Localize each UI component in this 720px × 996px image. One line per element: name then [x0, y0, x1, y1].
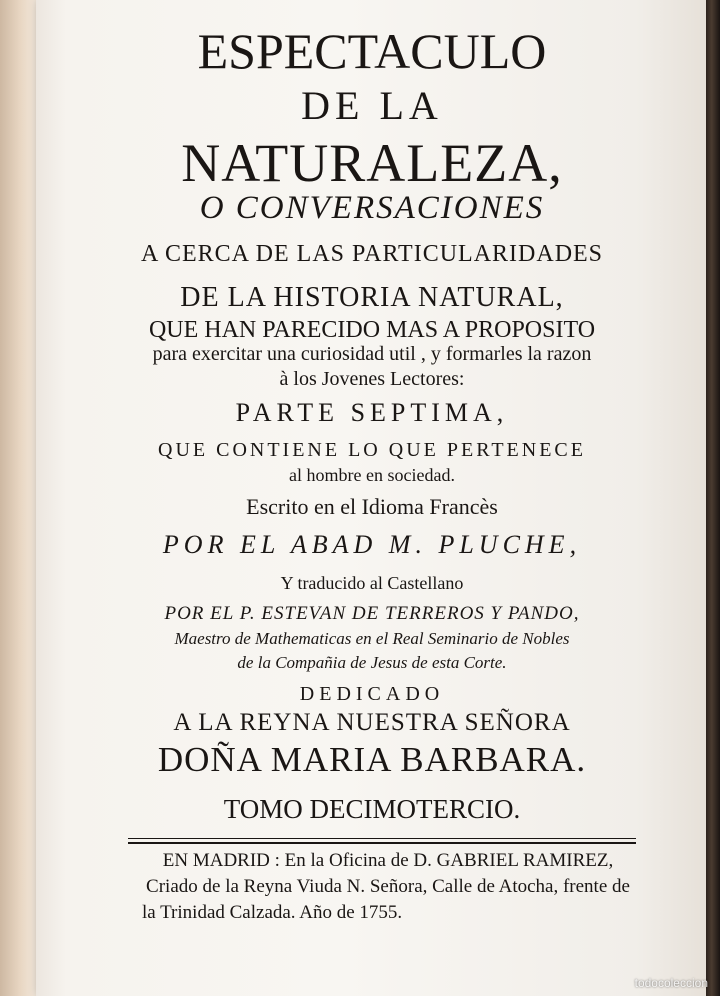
title-line-3: NATURALEZA,	[181, 133, 563, 193]
watermark-text: todocoleccion	[634, 976, 708, 990]
description-line-2: DE LA HISTORIA NATURAL,	[180, 282, 564, 313]
written-in: Escrito en el Idioma Francès	[246, 494, 498, 519]
imprint-rule-thick	[128, 842, 636, 844]
dedicatee-line-1: A LA REYNA NUESTRA SEÑORA	[173, 709, 571, 736]
description-line-3: QUE HAN PARECIDO MAS A PROPOSITO	[148, 317, 596, 343]
description-line-5: à los Jovenes Lectores:	[279, 368, 465, 390]
description-line-4: para exercitar una curiosidad util , y formarles la razon	[152, 343, 592, 365]
imprint-line-2: Criado de la Reyna Viuda N. Señora, Calle de Atocha, frente de	[146, 876, 630, 897]
translated-note: Y traducido al Castellano	[280, 573, 464, 593]
translator-line-1: POR EL P. ESTEVAN DE TERREROS Y PANDO,	[164, 603, 580, 624]
dedicated-heading: DEDICADO	[299, 683, 445, 705]
part-heading: PARTE SEPTIMA,	[235, 398, 509, 427]
book-edge	[706, 0, 720, 996]
description-line-1: A CERCA DE LAS PARTICULARIDADES	[140, 241, 604, 267]
title-line-2: DE LA	[301, 83, 443, 128]
dedicatee-line-2: DOÑA MARIA BARBARA.	[157, 740, 587, 779]
imprint-line-1: EN MADRID : En la Oficina de D. GABRIEL RAMIREZ,	[162, 850, 614, 871]
author: POR EL ABAD M. PLUCHE,	[162, 530, 582, 559]
imprint-line-3: la Trinidad Calzada. Año de 1755.	[142, 902, 403, 923]
part-description-2: al hombre en sociedad.	[289, 465, 455, 485]
subtitle: O CONVERSACIONES	[199, 190, 545, 226]
translator-line-2: Maestro de Mathematicas en el Real Seminario de Nobles	[174, 629, 570, 648]
title-line-1: ESPECTACULO	[197, 23, 547, 79]
imprint-rule-thin	[128, 838, 636, 839]
part-description-1: QUE CONTIENE LO QUE PERTENECE	[158, 439, 586, 461]
volume: TOMO DECIMOTERCIO.	[223, 794, 521, 824]
translator-line-3: de la Compañia de Jesus de esta Corte.	[237, 653, 507, 672]
title-page	[36, 0, 708, 996]
imprint	[118, 848, 658, 926]
